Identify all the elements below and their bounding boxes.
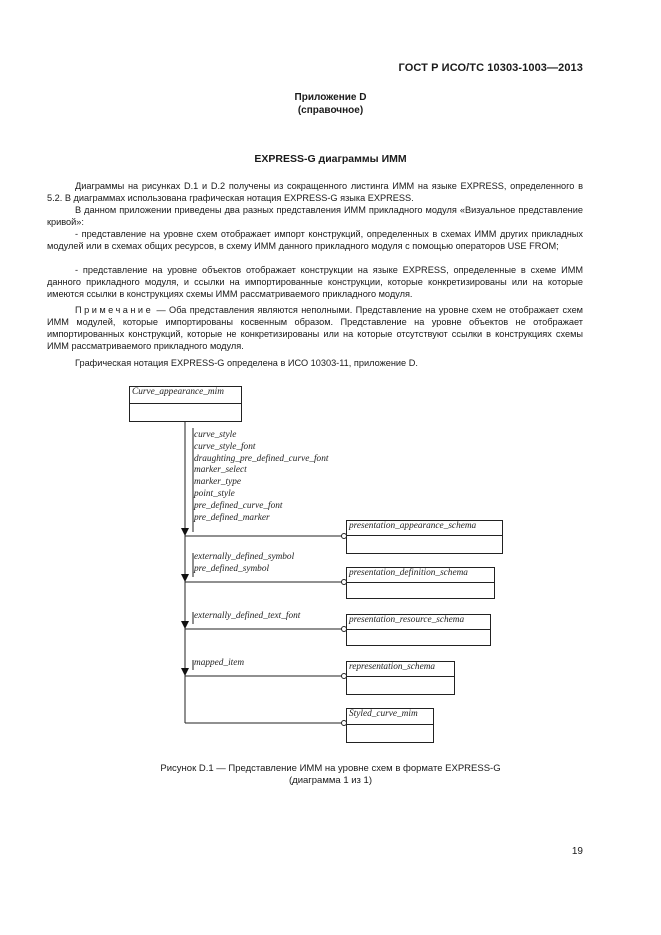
appendix-title: Приложение D (294, 92, 367, 103)
item-externally-defined-text-font: externally_defined_text_font (194, 611, 301, 621)
item-pre-defined-marker: pre_defined_marker (194, 512, 270, 523)
appendix-subtitle: (справочное) (297, 105, 364, 116)
group3-items (194, 611, 300, 623)
item-curve-style-font: curve_style_font (194, 441, 256, 452)
target-schema-box-3 (346, 614, 491, 646)
figure-caption-sub: (диаграмма 1 из 1) (289, 775, 372, 786)
paragraph-1: Диаграммы на рисунках D.1 и D.2 получены из сокращенного листинга ИММ на языке EXPRESS, определенного в 5.2. В диаграммах использована графическая нотация EXPRESS-G языка EXPRESS. (47, 181, 583, 203)
paragraph-2: В данном приложении приведены два разных представления ИММ прикладного модуля «Визуальное представление кривой»: (47, 205, 583, 227)
source-schema-box (129, 386, 242, 422)
group2-items (194, 552, 294, 576)
item-externally-defined-symbol: externally_defined_symbol (194, 552, 295, 562)
target-schema-label-5: Styled_curve_mim (347, 709, 433, 725)
item-curve-style: curve_style (194, 430, 237, 440)
target-schema-label-3: presentation_resource_schema (347, 615, 490, 630)
arrow-4 (181, 668, 189, 676)
item-pre-defined-symbol: pre_defined_symbol (194, 563, 270, 574)
arrow-2 (181, 574, 189, 582)
item-point-style: point_style (194, 488, 235, 499)
item-pre-defined-curve-font: pre_defined_curve_font (194, 500, 283, 511)
target-schema-label-4: representation_schema (347, 662, 454, 677)
note-label: Примечание (75, 305, 154, 315)
arrow-1 (181, 528, 189, 536)
target-schema-box-1 (346, 520, 503, 554)
group4-items (194, 658, 244, 670)
section-title: EXPRESS-G диаграммы ИММ (254, 153, 407, 165)
target-schema-label-2: presentation_definition_schema (347, 568, 494, 583)
paragraph-3: - представление на уровне схем отображает импорт конструкций, определенных в схемах ИММ других прикладных модулей или в схемах общих ресурсов, в схему ИММ данного прикладного модуля с помощью операторов USE FROM; (47, 229, 583, 251)
target-schema-box-4 (346, 661, 455, 695)
paragraph-4: - представление на уровне объектов отображает конструкции на языке EXPRESS, определенные в схеме ИММ данного прикладного модуля, и ссылки на импортированные конструкции, которые конкретизированы или на которые имеются ссылки в конструкциях схемы ИММ рассматриваемого прикладного модуля. (47, 265, 583, 299)
figure-caption: Рисунок D.1 — Представление ИММ на уровне схем в формате EXPRESS-G (160, 763, 501, 774)
item-draughting-pre-defined-curve-font: draughting_pre_defined_curve_font (194, 453, 329, 464)
group1-items (194, 430, 328, 524)
target-schema-box-2 (346, 567, 495, 599)
arrow-3 (181, 621, 189, 629)
page-number: 19 (571, 846, 583, 857)
item-marker-select: marker_select (194, 465, 247, 476)
item-mapped-item: mapped_item (194, 658, 245, 668)
target-schema-label-1: presentation_appearance_schema (347, 521, 502, 536)
target-schema-box-5 (346, 708, 434, 743)
note-text: — Оба представления являются неполными. Представление на уровне схем не отображает схем ИММ модулей, которые импортированы косвенным образом. Представление на уровне объектов не отображает импортированных конструкций, которые не конкретизированы или на которые отсутствуют ссылки в конструкциях схемы ИММ рассматриваемого прикладного модуля. (47, 305, 583, 351)
paragraph-5: Графическая нотация EXPRESS-G определена в ИСО 10303-11, приложение D. (75, 358, 418, 368)
standard-code: ГОСТ Р ИСО/ТС 10303-1003—2013 (398, 62, 583, 74)
item-marker-type: marker_type (194, 477, 241, 488)
source-schema-label: Curve_appearance_mim (130, 387, 241, 404)
